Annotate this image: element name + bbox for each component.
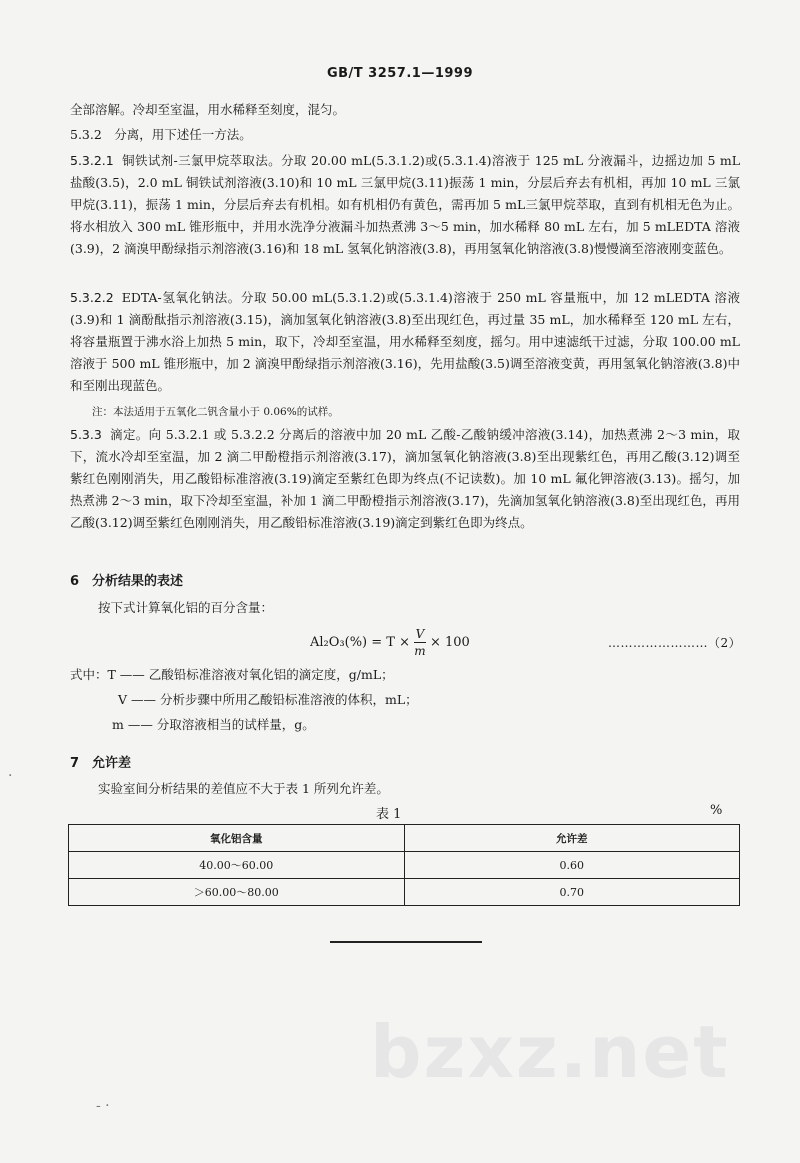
page-header-standard-number: GB/T 3257.1—1999 xyxy=(326,66,474,81)
table-cell: ＞60.00～80.00 xyxy=(69,879,405,906)
end-of-document-rule xyxy=(330,941,482,943)
variable-definition-t: 式中：T —— 乙酸铅标准溶液对氧化铝的滴定度，g/mL； xyxy=(70,667,394,682)
formula-lhs: Al₂O₃(%) = T × xyxy=(310,635,410,650)
text-line-1: 全部溶解。冷却至室温，用水稀释至刻度，混匀。 xyxy=(70,102,346,117)
variable-definition-v: V —— 分析步骤中所用乙酸铅标准溶液的体积，mL； xyxy=(118,692,418,707)
margin-speck: - · xyxy=(96,1098,110,1114)
table-title: 表 1 xyxy=(376,807,402,822)
variable-definition-m: m —— 分取溶液相当的试样量，g。 xyxy=(112,717,315,732)
clause-number: 5.3.2.2 xyxy=(70,290,114,305)
table-cell: 0.70 xyxy=(404,879,740,906)
table-row xyxy=(69,852,740,879)
table-header-cell: 氧化铝含量 xyxy=(69,825,405,852)
table-header-cell: 允许差 xyxy=(404,825,740,852)
clause-5-3-2-2 xyxy=(70,287,740,397)
note-text: 注：本法适用于五氧化二钒含量小于 0.06%的试样。 xyxy=(92,406,339,418)
clause-text: EDTA-氢氧化钠法。分取 50.00 mL(5.3.1.2)或(5.3.1.4)溶液于 250 mL 容量瓶中，加 12 mLEDTA 溶液(3.9)和 1 滴酚酞指示剂溶液(3.15)，滴加氢氧化钠溶液(3.8)至出现红色，再过量 35 mL，加水稀释至 120 mL 左右，将容量瓶置于沸水浴上加热 5 min，取下，冷却至室温，用水稀释至刻度，摇匀。用中速滤纸干过滤，分取 100.00 mL 溶液于 500 mL 锥形瓶中，加 2 滴溴甲酚绿指示剂溶液(3.16)，先用盐酸(3.5)调至溶液变黄，再用氢氧化钠溶液(3.8)中和至刚出现蓝色。 xyxy=(70,290,740,393)
section-7-intro: 实验室间分析结果的差值应不大于表 1 所列允许差。 xyxy=(98,781,389,796)
tolerance-table xyxy=(68,824,740,906)
fraction-bar xyxy=(414,642,426,643)
formula-rhs: × 100 xyxy=(429,635,470,650)
fraction-numerator: V xyxy=(415,627,425,641)
formula-fraction xyxy=(414,627,426,658)
margin-speck: · xyxy=(8,768,13,784)
table-row xyxy=(69,879,740,906)
table-cell: 0.60 xyxy=(404,852,740,879)
clause-text: 滴定。向 5.3.2.1 或 5.3.2.2 分离后的溶液中加 20 mL 乙酸-乙酸钠缓冲溶液(3.14)，加热煮沸 2～3 min，取下，流水冷却至室温，加 2 滴二甲酚橙指示剂溶液(3.17)，滴加氢氧化钠溶液(3.8)至出现紫红色，再用乙酸(3.12)调至紫红色刚刚消失，用乙酸铅标准溶液(3.19)滴定至紫红色即为终点(不记读数)。加 10 mL 氟化钾溶液(3.13)。摇匀，加热煮沸 2～3 min，取下冷却至室温，补加 1 滴二甲酚橙指示剂溶液(3.17)，先滴加氢氧化钠溶液(3.8)至出现红色，再用乙酸(3.12)调至紫红色刚刚消失，用乙酸铅标准溶液(3.19)滴定到紫红色即为终点。 xyxy=(70,427,740,530)
watermark-text: bzxz.net xyxy=(370,1010,730,1094)
clause-5-3-3 xyxy=(70,424,740,534)
table-cell: 40.00～60.00 xyxy=(69,852,405,879)
section-7-heading: 7 允许差 xyxy=(70,756,132,771)
clause-5-3-2-1 xyxy=(70,150,740,260)
formula-al2o3 xyxy=(310,627,470,658)
section-6-heading: 6 分析结果的表述 xyxy=(70,574,184,589)
clause-text: 铜铁试剂-三氯甲烷萃取法。分取 20.00 mL(5.3.1.2)或(5.3.1.4)溶液于 125 mL 分液漏斗，边摇边加 5 mL 盐酸(3.5)，2.0 mL 铜铁试剂溶液(3.10)和 10 mL 三氯甲烷(3.11)振荡 1 min，分层后弃去有机相，再加 10 mL 三氯甲烷(3.11)，振荡 1 min，分层后弃去有机相。如有机相仍有黄色，需再加 5 mL三氯甲烷萃取，直到有机相无色为止。将水相放入 300 mL 锥形瓶中，并用水洗净分液漏斗加热煮沸 3～5 min，加水稀释 80 mL 左右，加 5 mLEDTA 溶液(3.9)，2 滴溴甲酚绿指示剂溶液(3.16)和 18 mL 氢氧化钠溶液(3.8)，再用氢氧化钠溶液(3.8)慢慢滴至溶液刚变蓝色。 xyxy=(70,153,740,256)
clause-5-3-2: 5.3.2 分离，用下述任一方法。 xyxy=(70,127,252,142)
section-6-intro: 按下式计算氧化铝的百分含量： xyxy=(98,600,274,615)
fraction-denominator: m xyxy=(414,644,426,658)
clause-number: 5.3.2.1 xyxy=(70,153,114,168)
formula-reference-number: ……………………（2） xyxy=(608,636,742,650)
clause-number: 5.3.3 xyxy=(70,427,102,442)
table-unit: % xyxy=(710,803,723,818)
table-header-row xyxy=(69,825,740,852)
